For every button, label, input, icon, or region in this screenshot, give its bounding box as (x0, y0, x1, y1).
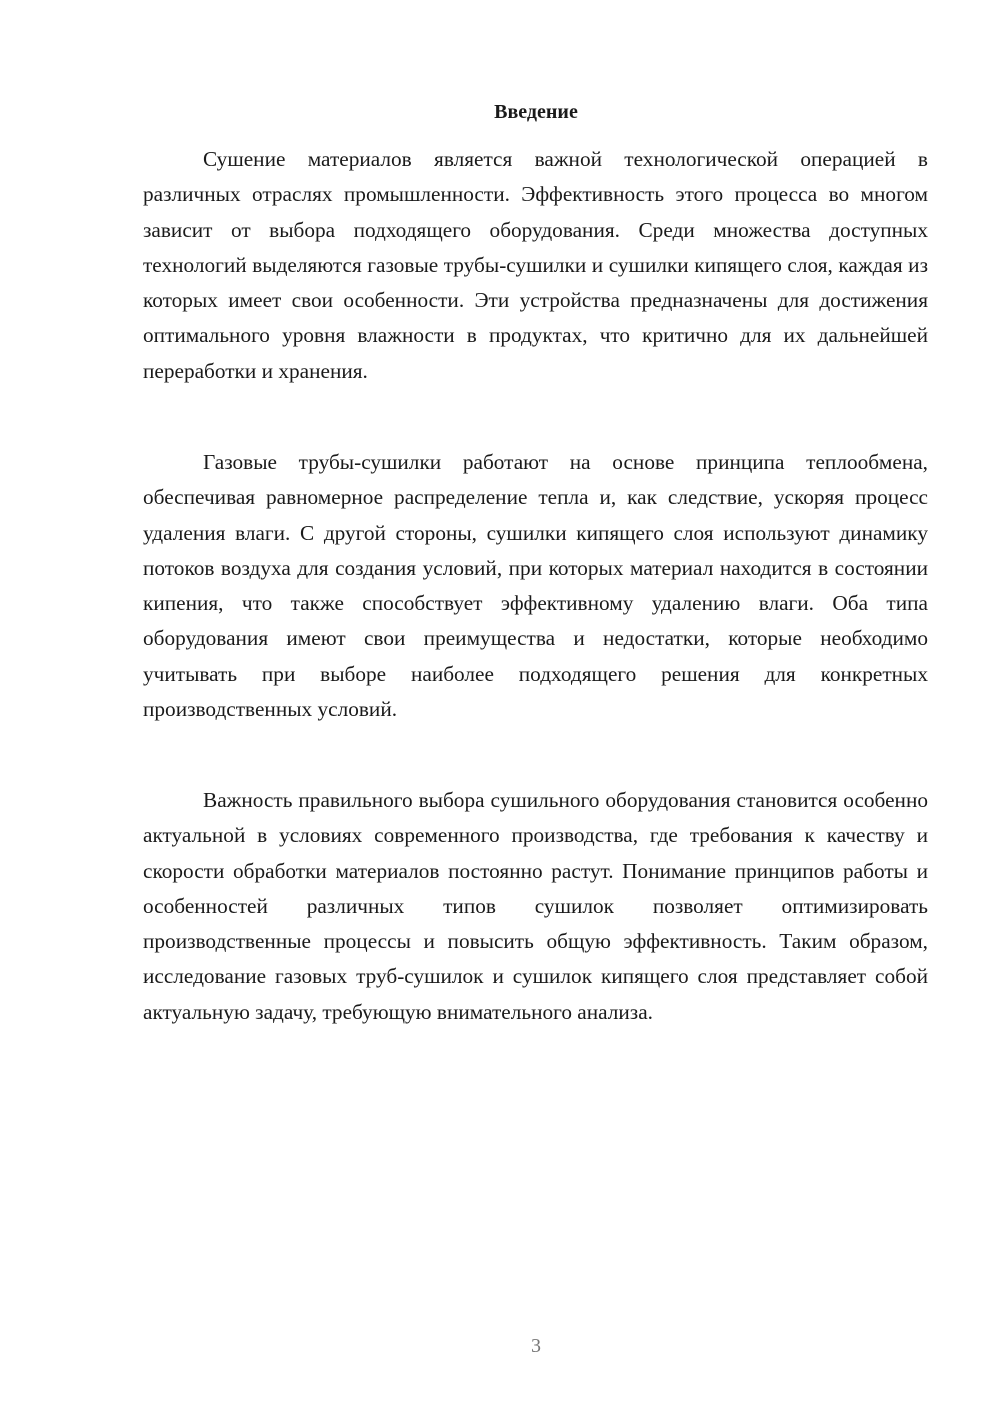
section-title: Введение (494, 101, 578, 123)
paragraph-3: Важность правильного выбора сушильного оборудования становится особенно актуальной в условиях современного производства, где требования к качеству и скорости обработки материалов постоянно растут. Понимание принципов работы и особенностей различных типов сушилок позволяет оптимизировать производственные процессы и повысить общую эффективность. Таким образом, исследование газовых труб-сушилок и сушилок кипящего слоя представляет собой актуальную задачу, требующую внимательного анализа. (143, 788, 928, 1024)
paragraph-1: Сушение материалов является важной технологической операцией в различных отраслях промышленности. Эффективность этого процесса во многом зависит от выбора подходящего оборудования. Среди множества доступных технологий выделяются газовые трубы-сушилки и сушилки кипящего слоя, каждая из которых имеет свои особенности. Эти устройства предназначены для достижения оптимального уровня влажности в продуктах, что критично для их дальнейшей переработки и хранения. (143, 147, 928, 383)
paragraph-2: Газовые трубы-сушилки работают на основе принципа теплообмена, обеспечивая равномерное распределение тепла и, как следствие, ускоряя процесс удаления влаги. С другой стороны, сушилки кипящего слоя используют динамику потоков воздуха для создания условий, при которых материал находится в состоянии кипения, что также способствует эффективному удалению влаги. Оба типа оборудования имеют свои преимущества и недостатки, которые необходимо учитывать при выборе наиболее подходящего решения для конкретных производственных условий. (143, 450, 928, 722)
page-number: 3 (531, 1335, 541, 1357)
